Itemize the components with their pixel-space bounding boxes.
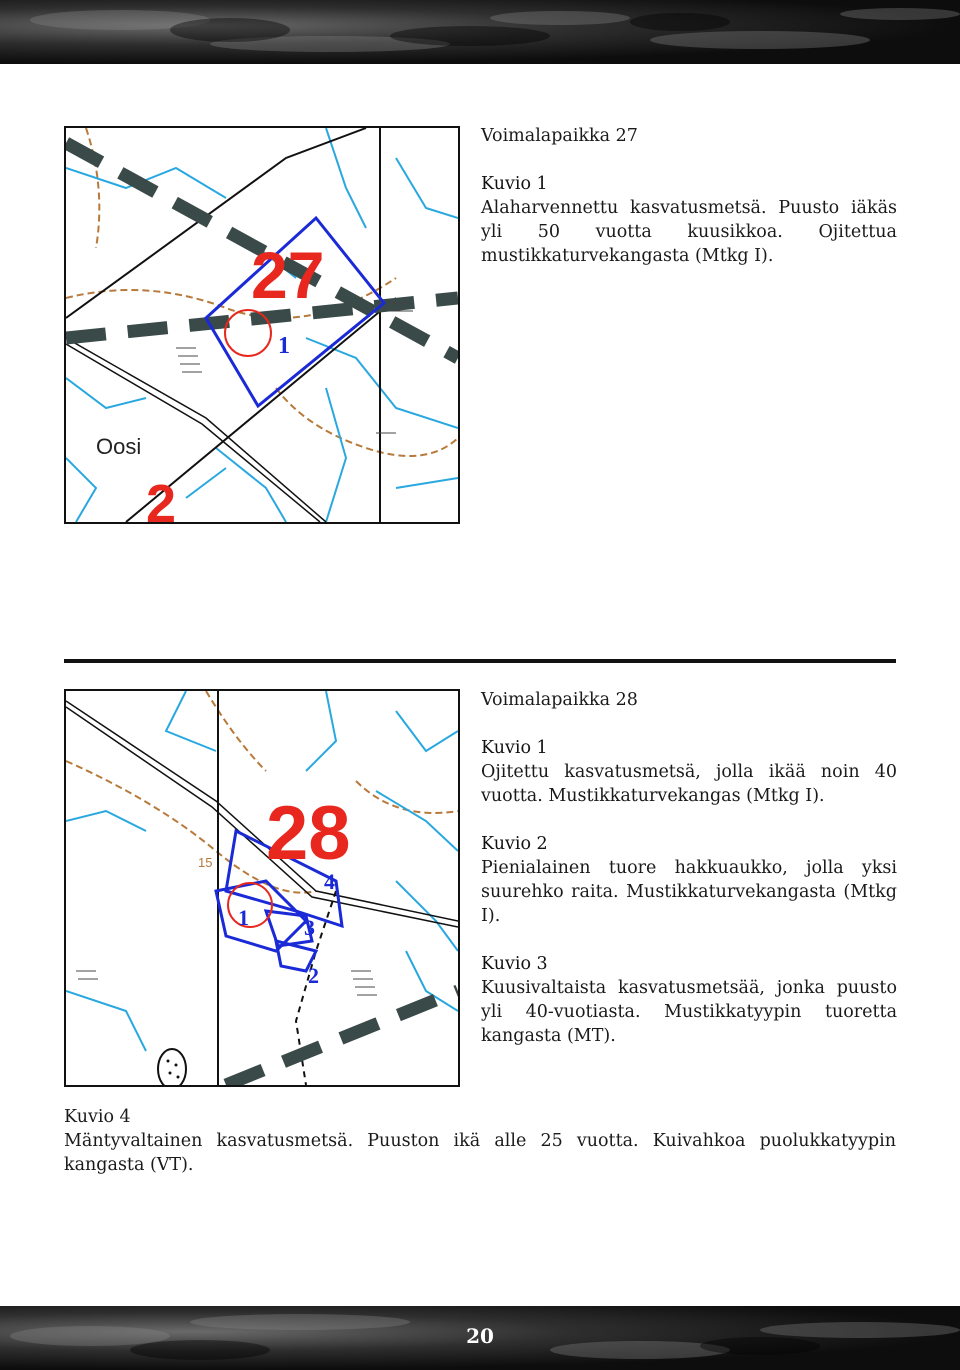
site-number-28: 28: [266, 791, 351, 876]
stand-number-4: 4: [324, 869, 335, 894]
place-name-oosi: Oosi: [96, 434, 142, 459]
stand-number-1: 1: [238, 905, 249, 930]
section-title-28: Voimalapaikka 28: [481, 690, 638, 710]
contour-lines: [66, 691, 458, 893]
stream-lines: [66, 691, 458, 1051]
kuvio-1-description: Ojitettu kasvatusmetsä, jolla ikää noin 40 vuotta. Mustikkaturvekangas (Mtkg I).: [481, 762, 897, 806]
site-circle: [228, 883, 272, 927]
road: [66, 338, 326, 522]
site-circle: [225, 310, 271, 356]
kuvio-4-heading: Kuvio 4: [64, 1107, 131, 1127]
kuvio-heading: Kuvio 1: [481, 174, 548, 194]
kuvio-4-description: Mäntyvaltainen kasvatusmetsä. Puuston ikä alle 25 vuotta. Kuivahkoa puolukkatyypin kangasta (VT).: [64, 1131, 896, 1175]
road: [66, 701, 458, 927]
kuvio-2-description: Pienialainen tuore hakkuaukko, jolla yksi suurehko raita. Mustikkaturvekangasta (Mtkg I).: [481, 858, 897, 926]
section-divider: [64, 659, 896, 663]
kuvio-2-heading: Kuvio 2: [481, 834, 548, 854]
section-voimalapaikka-27: [481, 124, 897, 268]
section-voimalapaikka-28: [481, 688, 897, 1048]
site-number-27: 27: [251, 238, 325, 312]
stand-number-3: 3: [304, 915, 315, 940]
boulder-symbol: [158, 1049, 186, 1085]
section-title-27: Voimalapaikka 27: [481, 126, 638, 146]
kuvio-4-block: [64, 1105, 896, 1177]
kuvio-description: Alaharvennettu kasvatusmetsä. Puusto iäkäs yli 50 vuotta kuusikkoa. Ojitettua mustikkaturvekangasta (Mtkg I).: [481, 198, 897, 266]
marsh-symbols: [76, 971, 377, 995]
contour-label: 15: [198, 855, 213, 870]
map-voimalapaikka-27: [64, 126, 460, 524]
kuvio-3-heading: Kuvio 3: [481, 954, 548, 974]
site-number-partial: 2: [146, 474, 177, 522]
stand-number-2: 2: [308, 963, 319, 988]
power-line: [226, 991, 458, 1085]
kuvio-1-heading: Kuvio 1: [481, 738, 548, 758]
page-number: 20: [466, 1324, 494, 1348]
kuvio-3-description: Kuusivaltaista kasvatusmetsää, jonka puusto yli 40-vuotiasta. Mustikkatyypin tuoretta kangasta (MT).: [481, 978, 897, 1046]
map-voimalapaikka-28: [64, 689, 460, 1087]
stand-number-1: 1: [278, 333, 290, 359]
header-texture-band: [0, 0, 960, 64]
texture-graphic: [0, 0, 960, 64]
